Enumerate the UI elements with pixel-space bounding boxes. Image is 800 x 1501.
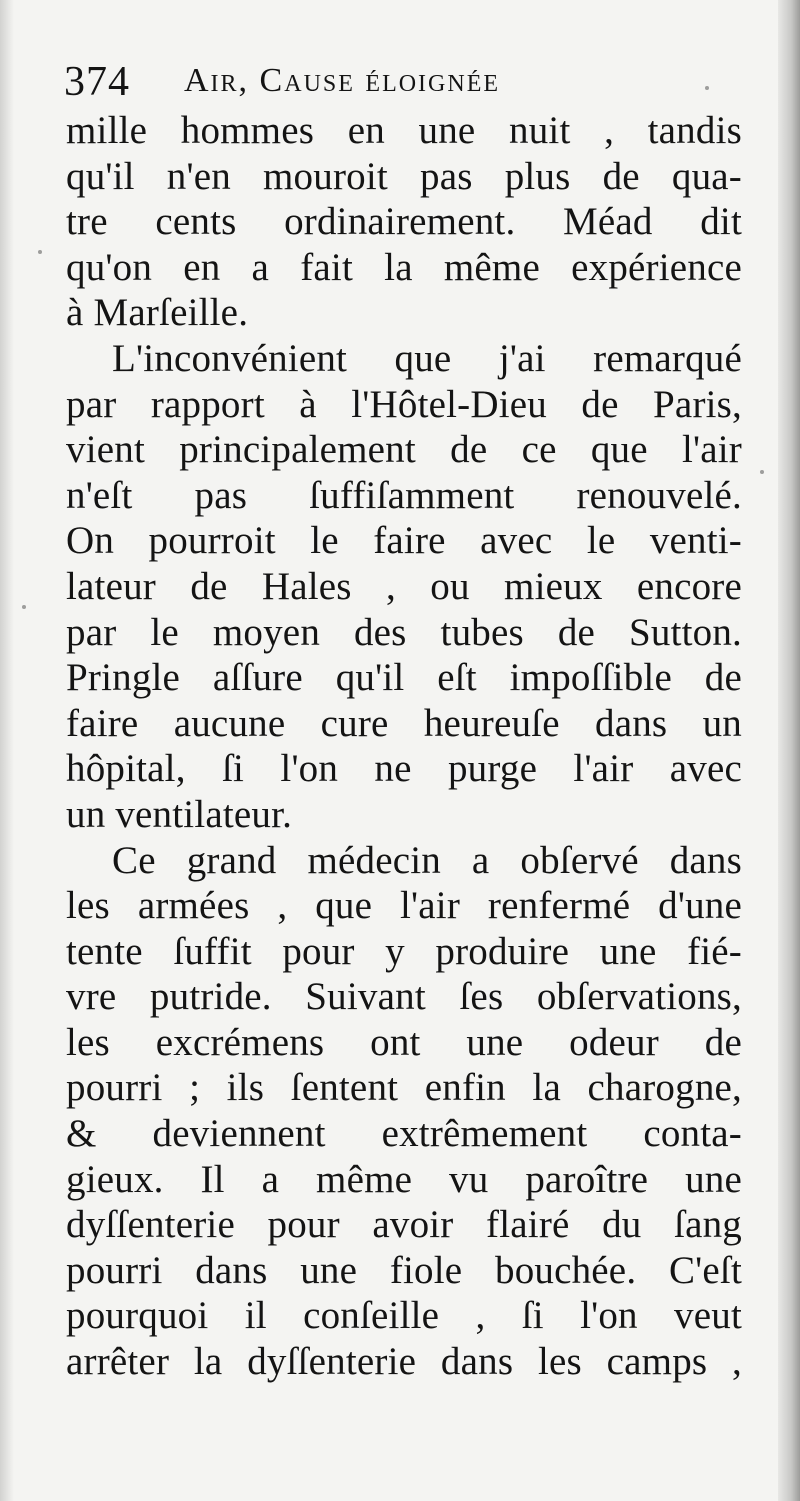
ink-speck <box>22 605 26 609</box>
text-line: qu'il n'en mouroit pas plus de qua- <box>66 154 742 198</box>
text-line: les armées , que l'air renfermé d'une <box>66 884 742 928</box>
page-gutter-shadow <box>0 0 14 1501</box>
text-line: par rapport à l'Hôtel-Dieu de Paris, <box>66 382 742 426</box>
text-line: Ce grand médecin a obſervé dans <box>112 838 742 882</box>
text-line: tre cents ordinairement. Méad dit <box>66 200 742 244</box>
text-line: lateur de Hales , ou mieux encore <box>66 564 742 608</box>
page-edge-shadow <box>778 0 800 1501</box>
text-line: faire aucune cure heureuſe dans un <box>66 701 742 745</box>
text-line: pourquoi il conſeille , ſi l'on veut <box>66 1294 742 1338</box>
text-line: un ventilateur. <box>66 792 293 836</box>
page-number: 374 <box>64 59 130 105</box>
text-line: & deviennent extrêmement conta- <box>66 1112 742 1156</box>
text-line: les excrémens ont une odeur de <box>66 1020 742 1064</box>
ink-speck <box>705 86 709 90</box>
text-line: pourri dans une fiole bouchée. C'eſt <box>66 1248 742 1292</box>
text-line: Pringle aſſure qu'il eſt impoſſible de <box>66 656 742 700</box>
ink-speck <box>38 250 42 254</box>
text-line: L'inconvénient que j'ai remarqué <box>112 336 742 380</box>
ink-speck <box>760 470 764 474</box>
running-title: Air, Cause éloignée <box>184 62 501 99</box>
text-line: tente ſuffit pour y produire une fié- <box>66 929 742 973</box>
body-text <box>66 108 742 1385</box>
text-line: dyſſenterie pour avoir flairé du ſang <box>66 1203 742 1247</box>
text-line: pourri ; ils ſentent enfin la charogne, <box>66 1066 742 1110</box>
text-line: hôpital, ſi l'on ne purge l'air avec <box>66 747 742 791</box>
text-line: arrêter la dyſſenterie dans les camps , <box>66 1340 742 1384</box>
text-line: On pourroit le faire avec le venti- <box>66 519 742 563</box>
text-line: vient principalement de ce que l'air <box>66 428 742 472</box>
text-line: vre putride. Suivant ſes obſervations, <box>66 975 742 1019</box>
text-line: à Marſeille. <box>66 291 249 335</box>
text-line: par le moyen des tubes de Sutton. <box>66 610 742 654</box>
text-line: n'eſt pas ſuffiſamment renouvelé. <box>66 473 742 517</box>
text-line: gieux. Il a même vu paroître une <box>66 1157 742 1201</box>
text-line: mille hommes en une nuit , tandis <box>66 109 742 152</box>
text-line: qu'on en a fait la même expérience <box>66 245 742 289</box>
